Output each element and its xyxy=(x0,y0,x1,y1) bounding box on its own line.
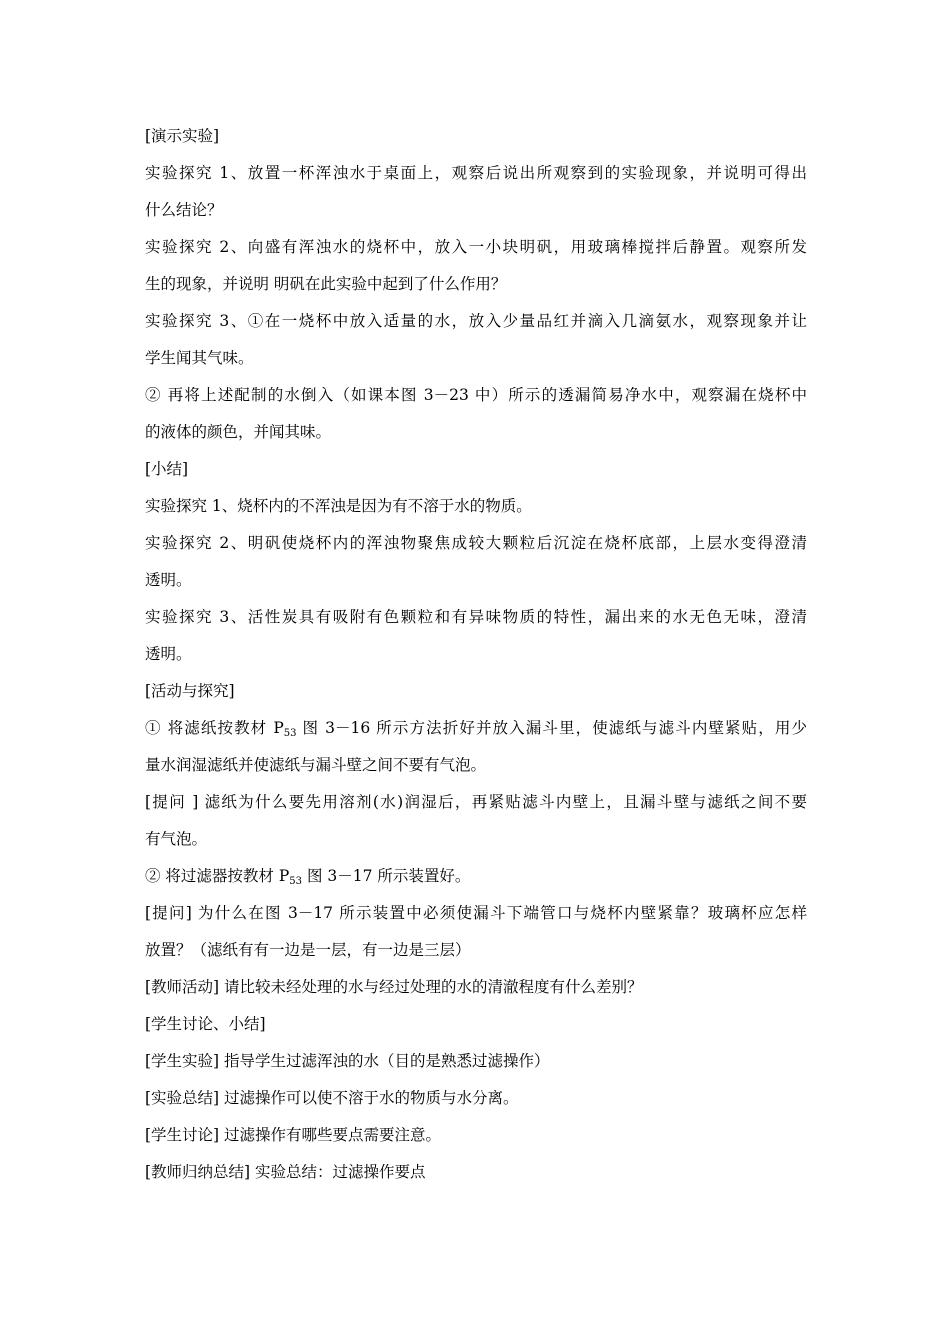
text-line: 实验探究 2、明矾使烧杯内的浑浊物聚焦成较大颗粒后沉淀在烧杯底部，上层水变得澄清 xyxy=(145,534,807,552)
text-line: 实验探究 1、烧杯内的不浑浊是因为有不溶于水的物质。 xyxy=(145,497,532,515)
text-line: 透明。 xyxy=(145,645,192,663)
text-line: 生的现象，并说明 明矾在此实验中起到了什么作用？ xyxy=(145,275,507,293)
text-segment: 图 3－16 所示方法折好并放入漏斗里，使滤纸与滤斗内壁紧贴，用少 xyxy=(296,719,807,737)
page-subscript: 53 xyxy=(289,876,303,887)
text-line: 的液体的颜色，并闻其味。 xyxy=(145,423,332,441)
text-line: 透明。 xyxy=(145,571,192,589)
text-segment: 图 3－17 所示装置好。 xyxy=(302,867,471,885)
text-line: [学生讨论] 过滤操作有哪些要点需要注意。 xyxy=(145,1126,442,1144)
page-subscript: 53 xyxy=(283,728,297,739)
text-segment: ② 将过滤器按教材 P xyxy=(145,867,290,885)
text-line: [活动与探究] xyxy=(145,682,235,700)
text-line: 实验探究 3、①在一烧杯中放入适量的水，放入少量品红并滴入几滴氨水，观察现象并让 xyxy=(145,312,807,330)
text-line: 量水润湿滤纸并使滤纸与漏斗壁之间不要有气泡。 xyxy=(145,756,487,774)
text-line: [演示实验] xyxy=(145,127,220,145)
text-line: 实验探究 1、放置一杯浑浊水于桌面上，观察后说出所观察到的实验现象，并说明可得出 xyxy=(145,164,807,182)
text-line: 学生闻其气味。 xyxy=(145,349,254,367)
text-line: [提问] 为什么在图 3－17 所示装置中必须使漏斗下端管口与烧杯内壁紧靠？玻璃杯应怎样 xyxy=(145,904,807,922)
text-line: [小结] xyxy=(145,460,189,478)
text-line: [提问 ] 滤纸为什么要先用溶剂(水)润湿后，再紧贴滤斗内壁上，且漏斗壁与滤纸之间不要 xyxy=(145,793,807,811)
text-line: ② 再将上述配制的水倒入（如课本图 3－23 中）所示的透漏简易净水中，观察漏在烧杯中 xyxy=(145,386,807,404)
text-segment: ① 将滤纸按教材 P xyxy=(145,719,284,737)
document-body xyxy=(145,122,807,1195)
text-line: [学生实验] 指导学生过滤浑浊的水（目的是熟悉过滤操作） xyxy=(145,1052,550,1070)
text-line: [教师活动] 请比较未经处理的水与经过处理的水的清澈程度有什么差别？ xyxy=(145,978,643,996)
text-line: 实验探究 3、活性炭具有吸附有色颗粒和有异味物质的特性，漏出来的水无色无味，澄清 xyxy=(145,608,807,626)
text-line xyxy=(145,862,807,891)
text-line: 有气泡。 xyxy=(145,830,208,848)
text-line: 放置？（滤纸有有一边是一层，有一边是三层） xyxy=(145,941,471,959)
text-line: 实验探究 2、向盛有浑浊水的烧杯中，放入一小块明矾，用玻璃棒搅拌后静置。观察所发 xyxy=(145,238,807,256)
text-line xyxy=(145,714,807,743)
text-line: [实验总结] 过滤操作可以使不溶于水的物质与水分离。 xyxy=(145,1089,519,1107)
text-line: 什么结论？ xyxy=(145,201,223,219)
text-line: [教师归纳总结] 实验总结：过滤操作要点 xyxy=(145,1163,426,1181)
text-line: [学生讨论、小结] xyxy=(145,1015,266,1033)
